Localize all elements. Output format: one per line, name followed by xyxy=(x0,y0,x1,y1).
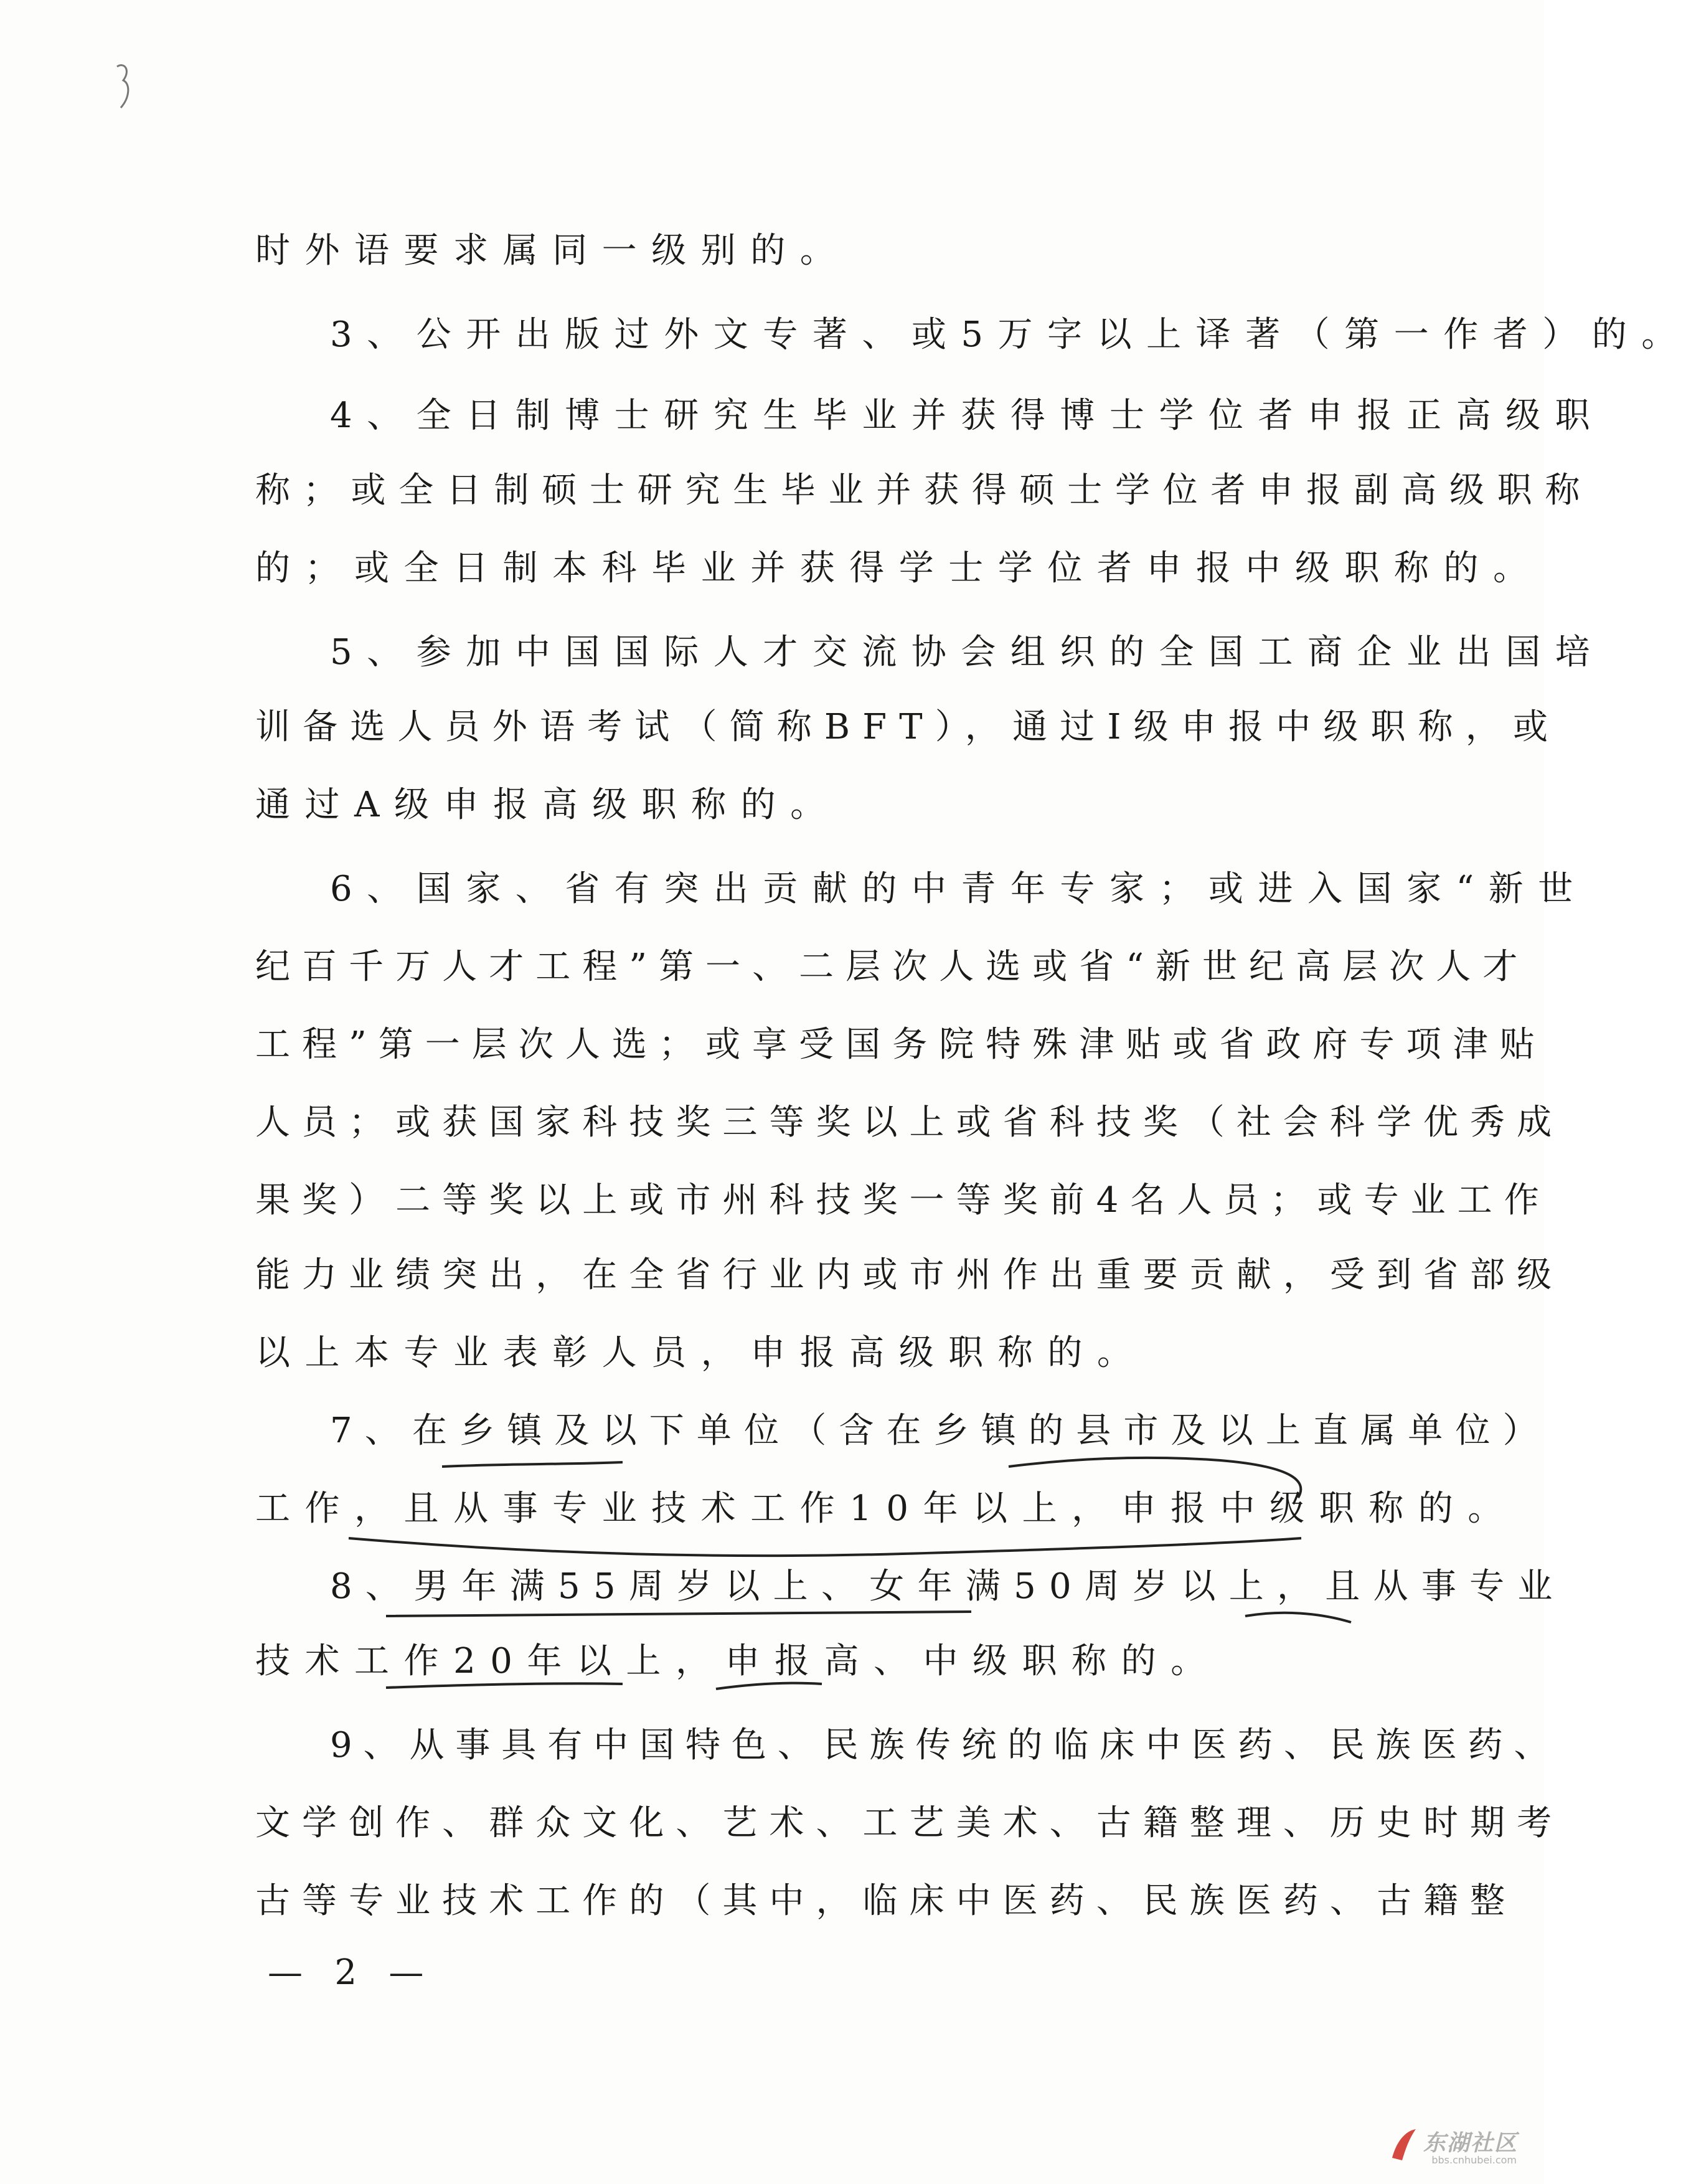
text-line: 以上本专业表彰人员，申报高级职称的。 xyxy=(255,1333,1147,1373)
text-line: 称；或全日制硕士研究生毕业并获得硕士学位者申报副高级职称 xyxy=(255,470,1593,511)
text-line: 训备选人员外语考试（简称BFT），通过Ⅰ级申报中级职称，或 xyxy=(255,707,1561,747)
text-line: 能力业绩突出，在全省行业内或市州作出重要贡献，受到省部级 xyxy=(255,1255,1564,1295)
text-line: 纪百千万人才工程”第一、二层次人选或省“新世纪高层次人才 xyxy=(255,947,1530,987)
text-line: 5、参加中国国际人才交流协会组织的全国工商企业出国培 xyxy=(330,632,1605,673)
text-line: 果奖）二等奖以上或市州科技奖一等奖前4名人员；或专业工作 xyxy=(255,1180,1551,1221)
text-line: 6、国家、省有突出贡献的中青年专家；或进入国家“新世 xyxy=(330,869,1588,909)
text-line: 4、全日制博士研究生毕业并获得博士学位者申报正高级职 xyxy=(330,395,1605,436)
text-line: 技术工作20年以上，申报高、中级职称的。 xyxy=(255,1641,1220,1681)
text-line: 文学创作、群众文化、艺术、工艺美术、古籍整理、历史时期考 xyxy=(255,1803,1564,1843)
text-line: 的；或全日制本科毕业并获得学士学位者申报中级职称的。 xyxy=(255,548,1543,589)
text-line: 9、从事具有中国特色、民族传统的临床中医药、民族医药、 xyxy=(330,1725,1560,1766)
watermark-logo-icon xyxy=(1388,2127,1418,2164)
text-line: 古等专业技术工作的（其中，临床中医药、民族医药、古籍整 xyxy=(255,1881,1517,1921)
watermark-url: bbs.cnhubei.com xyxy=(1431,2154,1517,2166)
watermark-title: 东湖社区 xyxy=(1423,2130,1518,2156)
text-line: 时外语要求属同一级别的。 xyxy=(255,230,850,271)
text-line: 通过A级申报高级职称的。 xyxy=(255,785,840,825)
margin-scribble-icon xyxy=(112,59,137,115)
text-line: 7、在乡镇及以下单位（含在乡镇的县市及以上直属单位） xyxy=(330,1411,1550,1451)
text-line: 3、公开出版过外文专著、或5万字以上译著（第一作者）的。 xyxy=(330,314,1691,355)
page-number: — 2 — xyxy=(268,1952,435,1993)
text-line: 人员；或获国家科技奖三等奖以上或省科技奖（社会科学优秀成 xyxy=(255,1102,1564,1143)
text-line: 8、男年满55周岁以上、女年满50周岁以上，且从事专业 xyxy=(330,1566,1566,1607)
watermark xyxy=(1388,2122,1525,2172)
text-line: 工程”第一层次人选；或享受国务院特殊津贴或省政府专项津贴 xyxy=(255,1024,1547,1065)
text-line: 工作，且从事专业技术工作10年以上，申报中级职称的。 xyxy=(255,1488,1517,1529)
